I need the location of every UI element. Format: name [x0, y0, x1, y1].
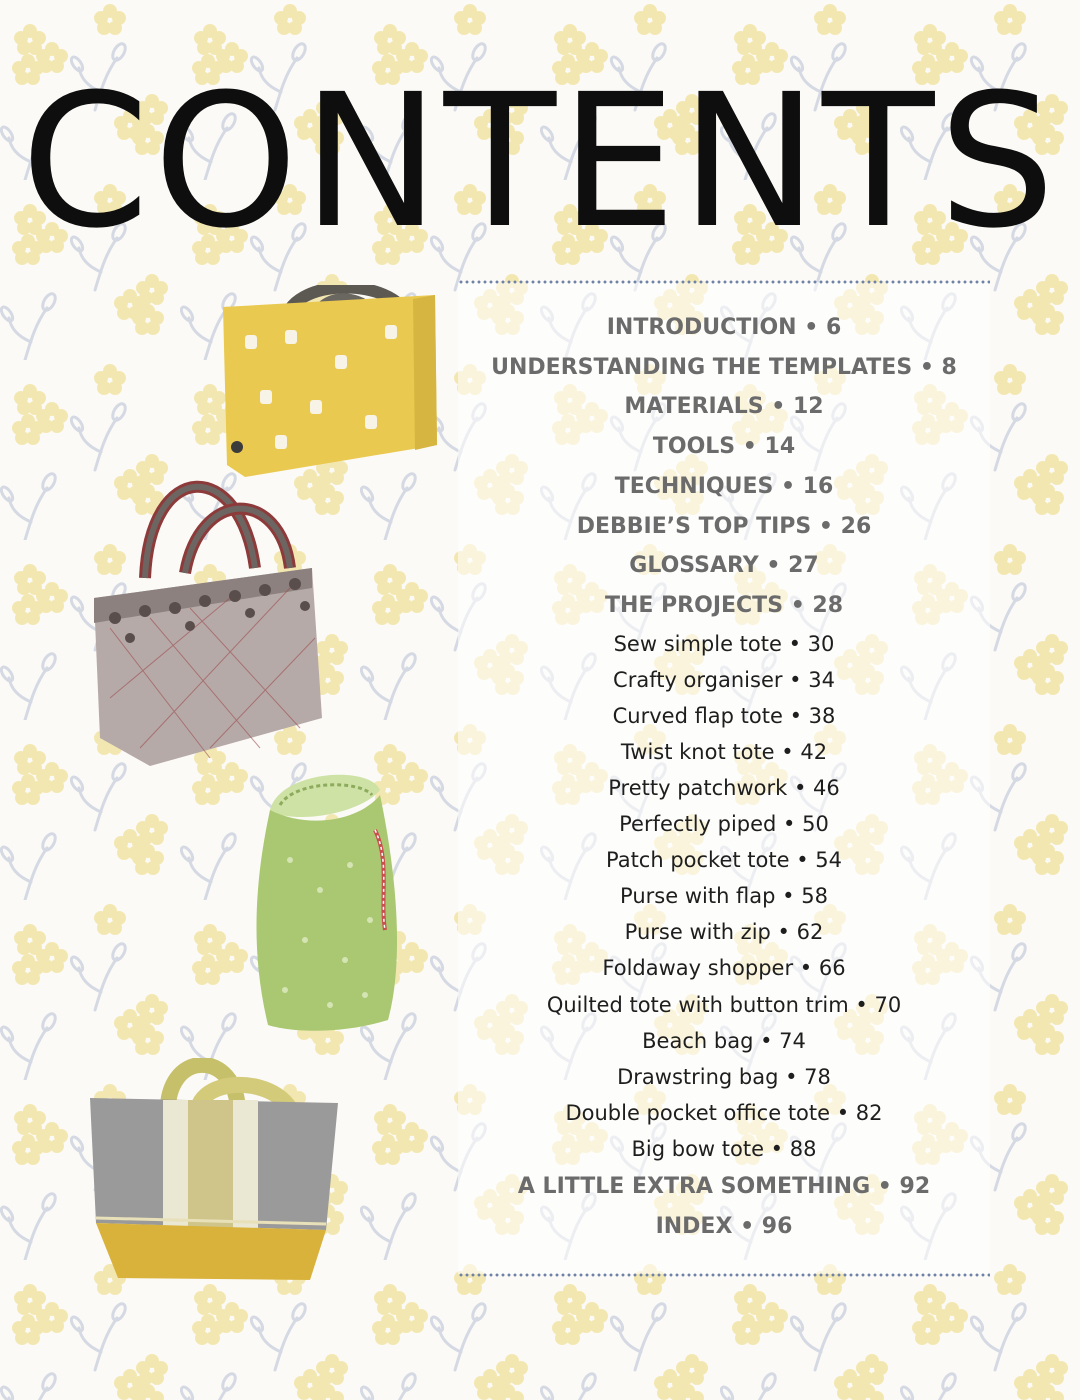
- toc-project-entry: Patch pocket tote • 54: [605, 848, 842, 873]
- toc-project-entry: Twist knot tote • 42: [620, 739, 828, 764]
- toc-section-entry: TECHNIQUES • 16: [614, 473, 834, 499]
- toc-section-entry: THE PROJECTS • 28: [604, 592, 844, 618]
- dotted-rule-top: [458, 280, 990, 284]
- toc-section-entry: UNDERSTANDING THE TEMPLATES • 8: [491, 354, 957, 380]
- toc-project-entry: Foldaway shopper • 66: [602, 956, 846, 981]
- toc-project-entry: Curved flap tote • 38: [612, 703, 836, 728]
- page-title: CONTENTS: [20, 55, 1060, 269]
- toc-section-entry: MATERIALS • 12: [624, 394, 824, 420]
- toc-section-entry: INTRODUCTION • 6: [606, 315, 842, 340]
- toc-project-entry: Pretty patchwork • 46: [608, 776, 840, 800]
- toc-project-entry: Quilted tote with button trim • 70: [546, 992, 902, 1017]
- toc-project-entry: Purse with flap • 58: [620, 884, 828, 909]
- toc-project-entry: Big bow tote • 88: [631, 1136, 817, 1161]
- toc-project-entry: Sew simple tote • 30: [613, 631, 835, 656]
- table-of-contents: [458, 308, 990, 1246]
- toc-project-entry: Crafty organiser • 34: [613, 667, 835, 692]
- green-drawstring-bag-image: [250, 770, 400, 1035]
- grey-yellow-striped-tote-image: [88, 1058, 343, 1283]
- toc-project-entry: Drawstring bag • 78: [617, 1064, 831, 1089]
- toc-project-entry: Double pocket office tote • 82: [565, 1100, 883, 1125]
- quilted-button-trim-tote-image: [90, 468, 330, 768]
- toc-project-entry: Beach bag • 74: [642, 1028, 806, 1053]
- toc-section-entry: GLOSSARY • 27: [629, 553, 819, 579]
- toc-section-entry: TOOLS • 14: [652, 434, 796, 460]
- toc-section-entry: DEBBIE’S TOP TIPS • 26: [576, 513, 872, 539]
- toc-project-entry: Purse with zip • 62: [624, 920, 824, 945]
- toc-section-entry: A LITTLE EXTRA SOMETHING • 92: [517, 1174, 931, 1200]
- toc-project-entry: Perfectly piped • 50: [619, 812, 829, 837]
- toc-section-entry: INDEX • 96: [655, 1213, 793, 1239]
- dotted-rule-bottom: [458, 1273, 990, 1277]
- yellow-dog-print-tote-image: [215, 285, 445, 485]
